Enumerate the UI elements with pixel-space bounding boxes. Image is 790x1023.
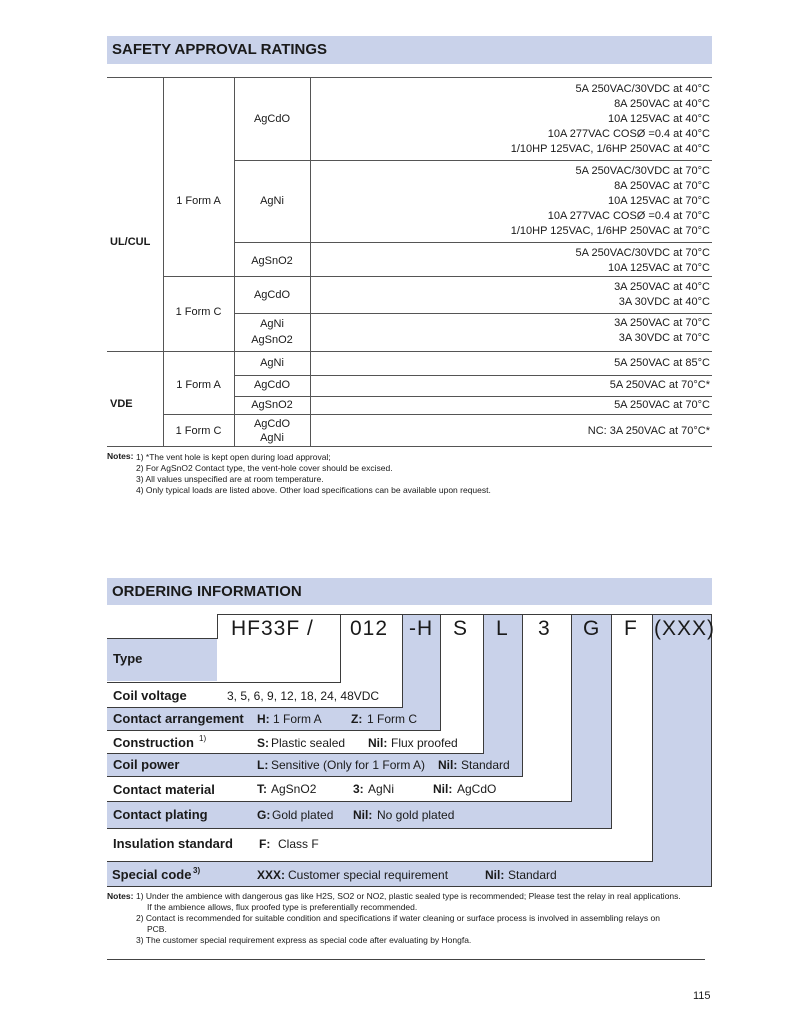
ul-c-agni-material: AgNi [260, 318, 284, 330]
ul-c-agni-rating: 3A 250VAC at 70°C [614, 317, 710, 329]
l-key: L: [257, 758, 269, 772]
construction-label: Construction [113, 735, 194, 750]
ul-a-agcdo-material: AgCdO [253, 113, 291, 125]
safety-note: 1) *The vent hole is kept open during load approval; [136, 452, 331, 462]
ul-a-agcdo-rating: 10A 125VAC at 40°C [607, 113, 710, 125]
type-label: Type [113, 651, 143, 666]
code-contact-arrangement: -H [409, 617, 434, 640]
g-value: Gold plated [272, 808, 334, 822]
ul-c-agcdo-material: AgCdO [253, 289, 291, 301]
ul-a-agcdo-rating: 5A 250VAC/30VDC at 40°C [575, 83, 710, 95]
safety-section-title: SAFETY APPROVAL RATINGS [107, 36, 712, 64]
ul-a-agni-rating: 10A 277VAC COSØ =0.4 at 70°C [547, 210, 710, 222]
nil-coil-power-key: Nil: [438, 758, 458, 772]
ul-a-agcdo-rating: 10A 277VAC COSØ =0.4 at 40°C [547, 128, 710, 140]
ul-a-agcdo-rating: 1/10HP 125VAC, 1/6HP 250VAC at 40°C [510, 143, 710, 155]
z-key: Z: [351, 712, 363, 726]
ul-a-agsno2-material: AgSnO2 [251, 255, 293, 267]
nil-plating-value: No gold plated [377, 808, 455, 822]
ordering-notes-label: Notes: [107, 891, 134, 901]
contact-material-label: Contact material [113, 782, 215, 797]
nil-construction-value: Flux proofed [391, 736, 458, 750]
insulation-label: Insulation standard [113, 836, 233, 851]
ul-a-agsno2-rating: 5A 250VAC/30VDC at 70°C [575, 247, 710, 259]
s-value: Plastic sealed [271, 736, 346, 750]
ordering-note: 1) Under the ambience with dangerous gas like H2S, SO2 or NO2, plastic sealed type is recommended; Please test the relay in real applications. [136, 891, 681, 901]
ul-a-agcdo-rating: 8A 250VAC at 40°C [614, 98, 710, 110]
vde-label: VDE [110, 398, 133, 410]
construction-sup: 1) [199, 734, 207, 743]
l-value: Sensitive (Only for 1 Form A) [271, 758, 426, 772]
coil-voltage-label: Coil voltage [113, 688, 187, 703]
vde-c-rating: NC: 3A 250VAC at 70°C* [587, 425, 710, 437]
vde-form-c-label: 1 Form C [175, 425, 222, 437]
ordering-note: 2) Contact is recommended for suitable condition and specifications if water cleaning or surface process is involved in assembling relays on [136, 913, 660, 923]
vde-a-agcdo-rating: 5A 250VAC at 70°C* [609, 379, 710, 391]
f-value: Class F [278, 837, 319, 851]
xxx-value: Customer special requirement [288, 868, 449, 882]
vde-a-agsno2-rating: 5A 250VAC at 70°C [614, 399, 710, 411]
safety-note: 2) For AgSnO2 Contact type, the vent-hole cover should be excised. [136, 463, 393, 473]
safety-notes-label: Notes: [107, 451, 134, 461]
nil-special-value: Standard [508, 868, 557, 882]
ul-a-agni-rating: 10A 125VAC at 70°C [607, 195, 710, 207]
ul-c-agni-rating: 3A 30VDC at 70°C [618, 332, 710, 344]
nil-material-key: Nil: [433, 782, 453, 796]
xxx-key: XXX: [257, 868, 286, 882]
vde-c-agni-material: AgNi [260, 432, 284, 444]
ul-a-agsno2-rating: 10A 125VAC at 70°C [607, 262, 710, 274]
code-coil-voltage: 012 [350, 617, 389, 640]
h-value: 1 Form A [273, 712, 322, 726]
ordering-note: 3) The customer special requirement express as special code after evaluating by Hongfa. [136, 935, 472, 945]
ordering-note: PCB. [147, 924, 167, 934]
code-insulation: F [624, 617, 638, 640]
page-number: 115 [693, 990, 711, 1002]
h-key: H: [257, 712, 270, 726]
g-key: G: [257, 808, 271, 822]
code-coil-power: L [496, 617, 509, 640]
s-key: S: [257, 736, 269, 750]
code-contact-plating: G [583, 617, 601, 640]
ul-form-a-label: 1 Form A [176, 195, 221, 207]
vde-c-agcdo-material: AgCdO [253, 418, 291, 430]
footer-divider [107, 959, 705, 960]
special-code-sup: 3) [193, 866, 201, 875]
vde-a-agni-rating: 5A 250VAC at 85°C [614, 357, 710, 369]
z-value: 1 Form C [367, 712, 418, 726]
nil-construction-key: Nil: [368, 736, 388, 750]
coil-power-label: Coil power [113, 757, 180, 772]
code-hf33f: HF33F / [231, 617, 314, 640]
xxx-code-column [652, 614, 712, 862]
vde-a-agcdo-material: AgCdO [253, 379, 291, 391]
ul-cul-label: UL/CUL [110, 236, 151, 248]
vde-a-agni-material: AgNi [260, 357, 284, 369]
nil-material-value: AgCdO [457, 782, 497, 796]
safety-note: 3) All values unspecified are at room temperature. [136, 474, 324, 484]
ul-a-agni-rating: 1/10HP 125VAC, 1/6HP 250VAC at 70°C [510, 225, 710, 237]
ul-a-agni-rating: 8A 250VAC at 70°C [614, 180, 710, 192]
k3-key: 3: [353, 782, 364, 796]
coil-voltage-value: 3, 5, 6, 9, 12, 18, 24, 48VDC [227, 689, 380, 703]
code-construction: S [453, 617, 469, 640]
nil-special-key: Nil: [485, 868, 505, 882]
g-code-column [571, 614, 611, 801]
f-key: F: [259, 837, 271, 851]
contact-plating-label: Contact plating [113, 807, 208, 822]
ul-c-agcdo-rating: 3A 30VDC at 40°C [618, 296, 710, 308]
t-value: AgSnO2 [271, 782, 317, 796]
ul-form-c-label: 1 Form C [175, 306, 222, 318]
code-contact-material: 3 [538, 617, 551, 640]
ul-c-agcdo-rating: 3A 250VAC at 40°C [614, 281, 710, 293]
contact-arrangement-label: Contact arrangement [113, 711, 244, 726]
ul-a-agni-rating: 5A 250VAC/30VDC at 70°C [575, 165, 710, 177]
code-special: (XXX) [654, 617, 716, 640]
ordering-note: If the ambience allows, flux proofed type is preferentially recommended. [147, 902, 418, 912]
special-code-label: Special code [112, 867, 192, 882]
ul-a-agni-material: AgNi [260, 195, 284, 207]
t-key: T: [257, 782, 267, 796]
nil-plating-key: Nil: [353, 808, 373, 822]
vde-a-agsno2-material: AgSnO2 [251, 399, 293, 411]
ul-c-agsno2-material: AgSnO2 [251, 334, 293, 346]
nil-coil-power-value: Standard [461, 758, 510, 772]
vde-form-a-label: 1 Form A [176, 379, 221, 391]
k3-value: AgNi [368, 782, 395, 796]
ordering-section-title: ORDERING INFORMATION [107, 578, 712, 605]
safety-note: 4) Only typical loads are listed above. Other load specifications can be available upon request. [136, 485, 491, 495]
